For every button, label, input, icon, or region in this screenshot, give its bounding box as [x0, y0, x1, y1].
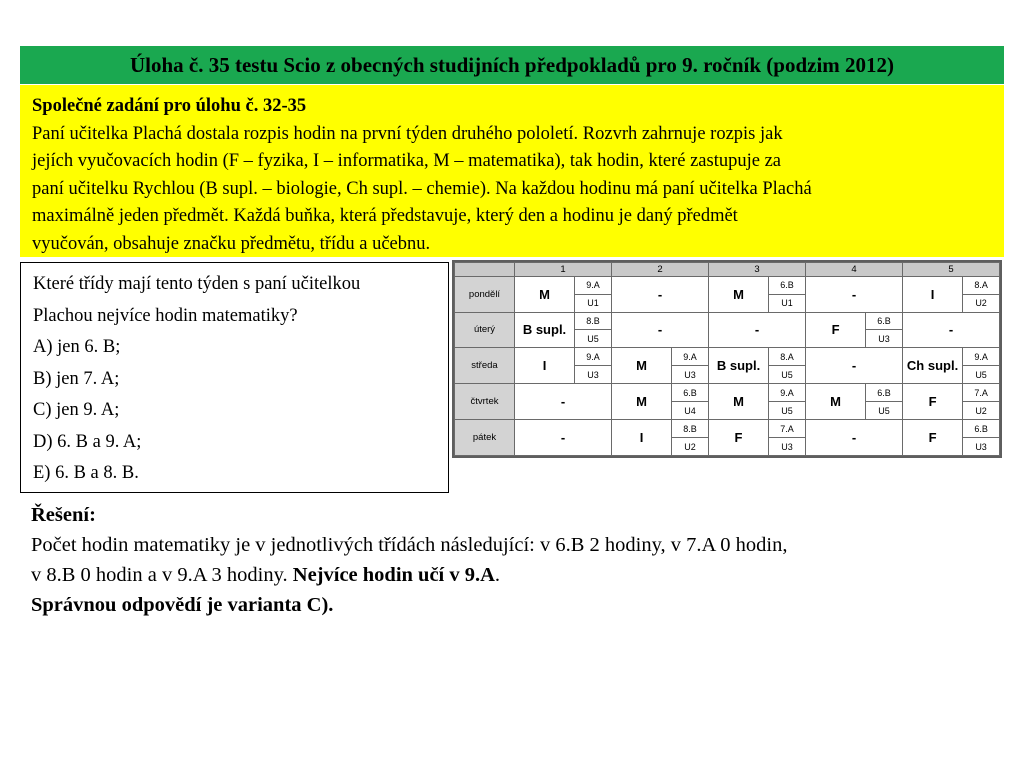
day-label: úterý [455, 312, 515, 348]
room-cell: U5 [769, 402, 806, 420]
subject-cell: I [903, 276, 963, 312]
empty-slot: - [515, 384, 612, 420]
empty-slot: - [903, 312, 1000, 348]
option-e: E) 6. B a 8. B. [33, 463, 139, 483]
subject-cell: I [515, 348, 575, 384]
class-cell: 9.A [575, 276, 612, 294]
room-cell: U1 [769, 294, 806, 312]
class-cell: 8.A [769, 348, 806, 366]
room-cell: U5 [963, 366, 1000, 384]
option-b: B) jen 7. A; [33, 368, 120, 389]
solution-line: Počet hodin matematiky je v jednotlivých třídách následující: v 6.B 2 hodiny, v 7.A 0 hodin, [31, 534, 788, 556]
class-cell: 9.A [672, 348, 709, 366]
room-cell: U2 [963, 402, 1000, 420]
room-cell: U5 [575, 330, 612, 348]
period-header: 2 [612, 263, 709, 277]
timetable [452, 260, 1002, 458]
option-a: A) jen 6. B; [33, 337, 121, 357]
subject-cell: M [709, 276, 769, 312]
question-box [20, 262, 449, 493]
assignment-heading: Společné zadání pro úlohu č. 32-35 [32, 96, 307, 116]
class-cell: 8.B [672, 420, 709, 438]
class-cell: 6.B [672, 384, 709, 402]
task-title: Úloha č. 35 testu Scio z obecných studijních předpokladů pro 9. ročník (podzim 2012) [129, 52, 895, 77]
header-corner [455, 263, 515, 277]
solution-emphasis: Nejvíce hodin učí v 9.A [292, 564, 495, 586]
empty-slot: - [806, 420, 903, 456]
class-cell: 6.B [866, 312, 903, 330]
assignment-line: vyučován, obsahuje značku předmětu, třídu a učebnu. [32, 233, 431, 254]
class-cell: 6.B [769, 276, 806, 294]
subject-cell: F [903, 384, 963, 420]
subject-cell: M [515, 276, 575, 312]
task-title-bar [20, 46, 1004, 84]
solution [31, 500, 1001, 620]
option-c: C) jen 9. A; [33, 400, 120, 420]
option-d: D) 6. B a 9. A; [33, 431, 142, 452]
assignment-line: paní učitelku Rychlou (B supl. – biologie, Ch supl. – chemie). Na každou hodinu má paní učitelka Plachá [32, 178, 812, 199]
question-line: Které třídy mají tento týden s paní učitelkou [33, 274, 361, 294]
solution-text: v 8.B 0 hodin a v 9.A 3 hodiny. [31, 564, 293, 586]
period-header: 5 [903, 263, 1000, 277]
class-cell: 6.B [963, 420, 1000, 438]
room-cell: U3 [769, 438, 806, 456]
period-header: 3 [709, 263, 806, 277]
empty-slot: - [612, 276, 709, 312]
room-cell: U3 [575, 366, 612, 384]
subject-cell: B supl. [709, 348, 769, 384]
empty-slot: - [515, 420, 612, 456]
question-line: Plachou nejvíce hodin matematiky? [33, 305, 298, 326]
class-cell: 8.A [963, 276, 1000, 294]
empty-slot: - [709, 312, 806, 348]
subject-cell: M [612, 348, 672, 384]
class-cell: 9.A [575, 348, 612, 366]
assignment-line: Paní učitelka Plachá dostala rozpis hodin na první týden druhého pololetí. Rozvrh zahrnuje rozpis jak [32, 123, 783, 144]
empty-slot: - [806, 348, 903, 384]
room-cell: U4 [672, 402, 709, 420]
assignment-line: maximálně jeden předmět. Každá buňka, která představuje, který den a hodinu je daný předmět [32, 206, 738, 226]
room-cell: U1 [575, 294, 612, 312]
shared-assignment [20, 85, 1004, 257]
class-cell: 9.A [769, 384, 806, 402]
timetable-table [454, 262, 1000, 456]
assignment-line: jejích vyučovacích hodin (F – fyzika, I – informatika, M – matematika), tak hodin, které zastupuje za [32, 151, 782, 171]
room-cell: U5 [769, 366, 806, 384]
class-cell: 7.A [769, 420, 806, 438]
room-cell: U3 [672, 366, 709, 384]
period-header: 1 [515, 263, 612, 277]
day-label: čtvrtek [455, 384, 515, 420]
class-cell: 6.B [866, 384, 903, 402]
empty-slot: - [806, 276, 903, 312]
correct-answer: Správnou odpovědí je varianta C). [31, 594, 334, 616]
day-label: pondělí [455, 276, 515, 312]
room-cell: U5 [866, 402, 903, 420]
room-cell: U2 [672, 438, 709, 456]
subject-cell: M [612, 384, 672, 420]
empty-slot: - [612, 312, 709, 348]
subject-cell: F [806, 312, 866, 348]
subject-cell: Ch supl. [903, 348, 963, 384]
class-cell: 9.A [963, 348, 1000, 366]
solution-line [31, 560, 1001, 590]
solution-punct: . [494, 564, 501, 586]
room-cell: U3 [963, 438, 1000, 456]
subject-cell: F [709, 420, 769, 456]
day-label: středa [455, 348, 515, 384]
day-label: pátek [455, 420, 515, 456]
subject-cell: I [612, 420, 672, 456]
class-cell: 8.B [575, 312, 612, 330]
period-header: 4 [806, 263, 903, 277]
subject-cell: M [806, 384, 866, 420]
solution-heading: Řešení: [31, 504, 96, 526]
subject-cell: M [709, 384, 769, 420]
class-cell: 7.A [963, 384, 1000, 402]
subject-cell: B supl. [515, 312, 575, 348]
room-cell: U2 [963, 294, 1000, 312]
room-cell: U3 [866, 330, 903, 348]
subject-cell: F [903, 420, 963, 456]
